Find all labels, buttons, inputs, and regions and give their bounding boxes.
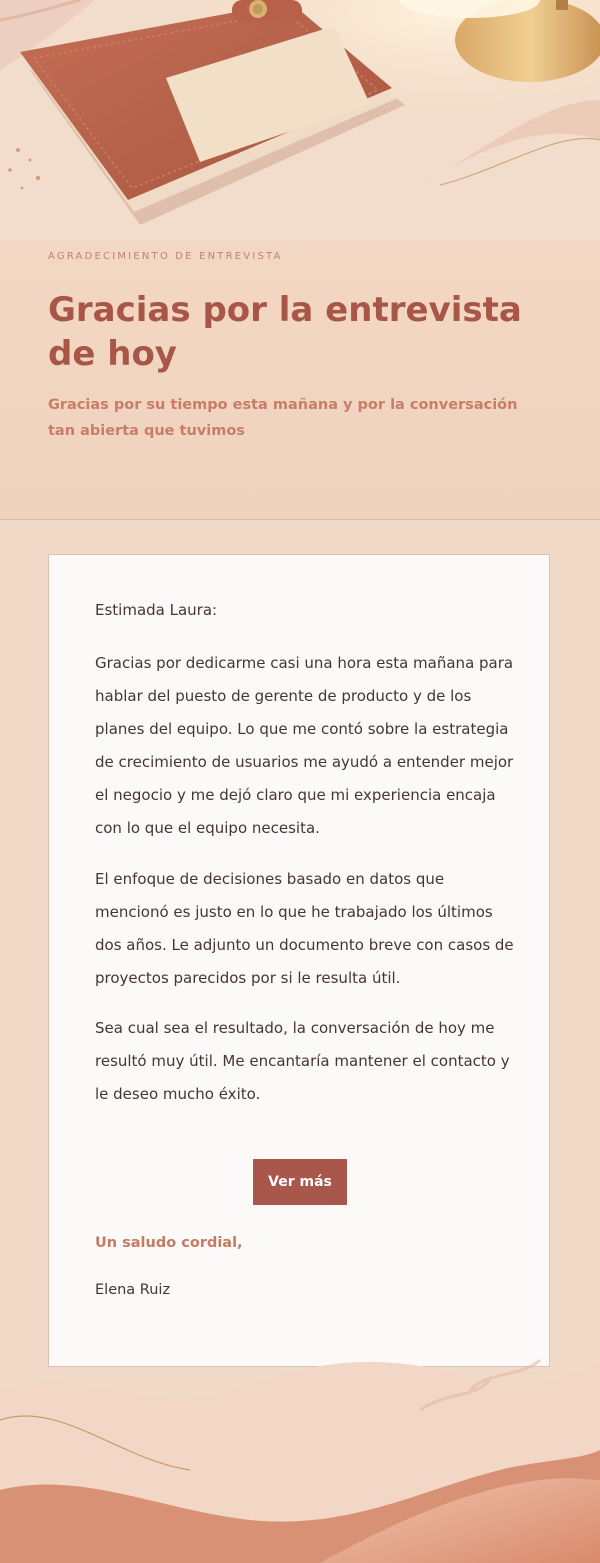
letter-signature: Elena Ruiz	[95, 1282, 171, 1298]
letter-signoff: Un saludo cordial,	[95, 1235, 243, 1251]
header-divider	[0, 519, 600, 520]
letter-greeting: Estimada Laura:	[95, 601, 218, 619]
letter-paragraph-1: Gracias por dedicarme casi una hora esta mañana para hablar del puesto de gerente de producto y de los planes del equipo. Lo que me contó sobre la estrategia de crecimiento de usuarios me ayudó a entender mejor el negocio y me dejó claro que mi experiencia encaja con lo que el equipo necesita.	[95, 654, 514, 837]
page-subtitle: Gracias por su tiempo esta mañana y por la conversación tan abierta que tuvimos	[48, 397, 518, 439]
hero-illustration	[0, 0, 600, 240]
hero-header	[0, 0, 600, 520]
view-more-button[interactable]: Ver más	[253, 1159, 347, 1205]
footer-illustration	[0, 1330, 600, 1563]
letter-paragraph-2: El enfoque de decisiones basado en datos que mencionó es justo en lo que he trabajado los últimos dos años. Le adjunto un documento breve con casos de proyectos parecidos por si le resulta útil.	[95, 870, 514, 987]
letter-paragraph-3: Sea cual sea el resultado, la conversación de hoy me resultó muy útil. Me encantaría mantener el contacto y le deseo mucho éxito.	[95, 1019, 510, 1103]
page-title: Gracias por la entrevista de hoy	[48, 290, 522, 374]
letter-card	[48, 554, 550, 1367]
eyebrow-label: AGRADECIMIENTO DE ENTREVISTA	[48, 251, 283, 262]
